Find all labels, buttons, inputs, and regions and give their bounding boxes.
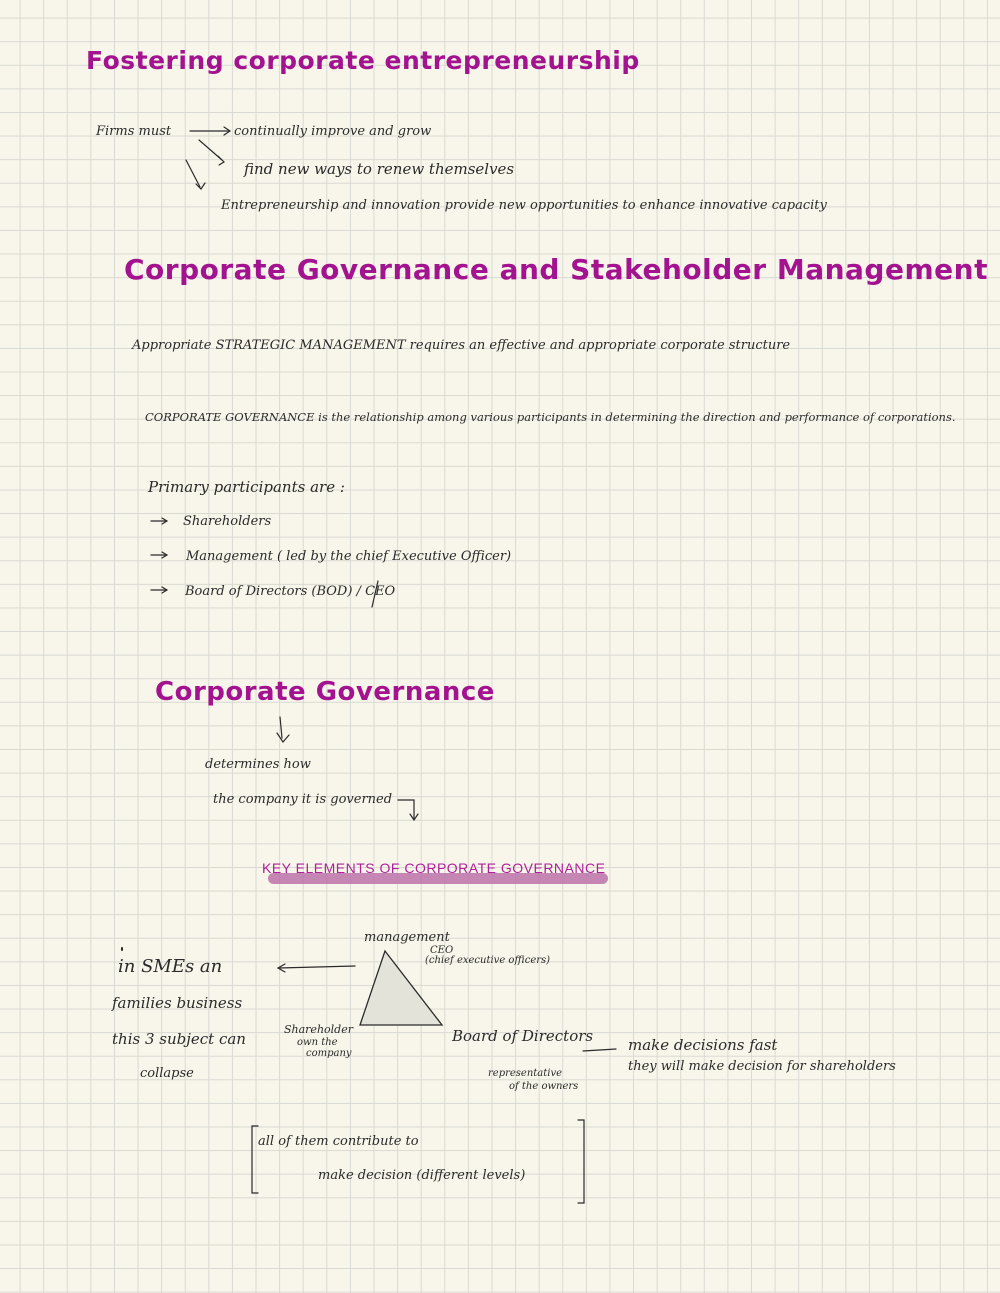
participants-heading: Primary participants are : <box>148 478 345 496</box>
sme-line-3: this 3 subject can <box>112 1030 246 1048</box>
branch-renew: find new ways to renew themselves <box>244 160 515 178</box>
governed-text: the company it is governed <box>213 792 393 807</box>
arrow-head <box>277 733 289 742</box>
determines-text: determines how <box>205 757 311 772</box>
intro-text: Appropriate STRATEGIC MANAGEMENT requires an effective and appropriate corporate structure <box>132 338 791 353</box>
branch-entrepreneurship: Entrepreneurship and innovation provide new opportunities to enhance innovative capacity <box>221 198 827 213</box>
management-label: management <box>364 930 450 945</box>
left-bracket <box>252 1126 258 1193</box>
bod-note-1: make decisions fast <box>628 1036 778 1054</box>
section-title-corporate-governance: Corporate Governance <box>155 677 495 707</box>
arrow-head <box>196 183 205 189</box>
ceo-note: (chief executive officers) <box>425 955 551 966</box>
right-bracket <box>578 1120 584 1203</box>
hook-arrow <box>398 800 414 818</box>
participant-item: Shareholders <box>183 514 272 529</box>
shareholder-note-1: own the <box>297 1037 338 1048</box>
arrow-to-smes <box>279 966 355 968</box>
board-note-2: of the owners <box>509 1081 579 1092</box>
key-elements-heading: KEY ELEMENTS OF CORPORATE GOVERNANCE <box>262 860 606 876</box>
board-note-1: representative <box>488 1068 563 1079</box>
arrow-head <box>218 156 224 165</box>
arrow-entrepreneurship <box>186 160 200 187</box>
bullet-arrow <box>151 587 167 593</box>
arrow-down <box>280 717 282 738</box>
section-title-governance-stakeholder: Corporate Governance and Stakeholder Management <box>124 253 988 286</box>
sme-line-2: families business <box>112 994 243 1012</box>
bullet-arrow <box>151 552 167 558</box>
bullet-arrow <box>151 518 167 524</box>
arrow-to-bod-notes <box>583 1049 616 1051</box>
sme-line-4: collapse <box>140 1066 194 1081</box>
shareholder-note-2: company <box>306 1048 352 1059</box>
ceo-label: CEO <box>430 945 454 956</box>
board-label: Board of Directors <box>452 1027 594 1045</box>
branch-improve: continually improve and grow <box>234 124 432 139</box>
shareholder-label: Shareholder <box>284 1023 353 1036</box>
section-title-fostering: Fostering corporate entrepreneurship <box>86 46 640 75</box>
bracket-line-1: all of them contribute to <box>258 1134 419 1149</box>
sme-line-1: in SMEs an <box>118 956 223 977</box>
participant-item: Management ( led by the chief Executive Officer) <box>186 549 512 564</box>
slash <box>372 581 378 607</box>
governance-definition: CORPORATE GOVERNANCE is the relationship among various participants in determining the direction and performance of corporations. <box>145 410 956 424</box>
firms-must-label: Firms must <box>96 124 172 139</box>
participant-item: Board of Directors (BOD) / CEO <box>185 584 396 599</box>
bracket-line-2: make decision (different levels) <box>318 1168 526 1183</box>
governance-triangle <box>360 951 442 1025</box>
bod-note-2: they will make decision for shareholders <box>628 1059 896 1074</box>
